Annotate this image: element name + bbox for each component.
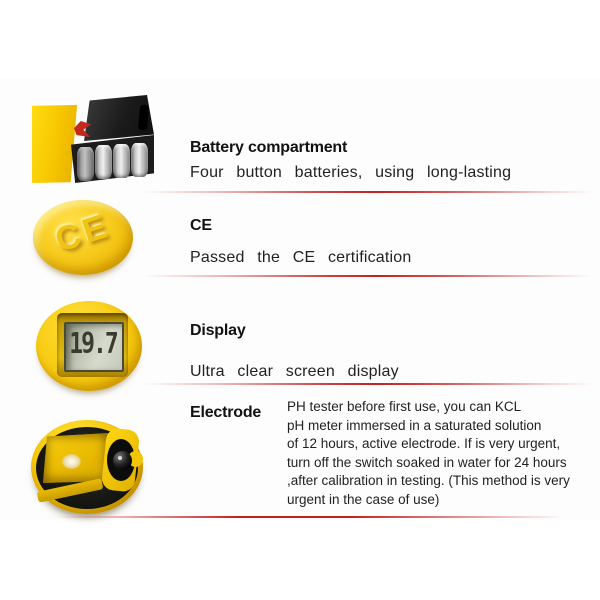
electrode-description-line: pH meter immersed in a saturated solution	[287, 417, 542, 433]
electrode-bulb	[113, 451, 132, 470]
electrode-description-line: urgent in the case of use)	[287, 491, 440, 507]
electrode-description-line: PH tester before first use, you can KCL	[287, 399, 522, 414]
display-section-subtitle: Ultra clear screen display	[190, 363, 399, 380]
ce-badge-photo	[33, 200, 133, 275]
lcd-reading: 19.7	[69, 328, 117, 361]
battery-compartment-photo	[30, 92, 160, 188]
electrode-description-line: ,after calibration in testing. (This method is very	[287, 473, 570, 489]
device-body-shape	[32, 105, 78, 183]
electrode-description	[287, 398, 592, 510]
button-battery	[77, 147, 94, 181]
electrode-description-line: turn off the switch soaked in water for 24 hours	[287, 454, 567, 470]
ce-embossed-letters: CE	[50, 206, 115, 260]
electrode-description-line: of 12 hours, active electrode. If is very urgent,	[287, 436, 561, 452]
section-divider	[143, 275, 593, 277]
display-section-title: Display	[190, 322, 246, 339]
battery-section-subtitle: Four button batteries, using long-lasting	[190, 164, 512, 181]
section-divider	[143, 383, 593, 385]
button-battery	[95, 145, 112, 179]
battery-section-title: Battery compartment	[190, 139, 348, 156]
section-divider	[143, 191, 593, 193]
button-battery	[131, 143, 148, 177]
ce-section-subtitle: Passed the CE certification	[190, 249, 412, 266]
electrode-section-title: Electrode	[190, 404, 262, 421]
button-battery	[113, 144, 130, 178]
section-divider	[55, 516, 563, 518]
display-photo	[36, 301, 142, 391]
electrode-photo	[31, 420, 143, 514]
kcl-crystal-deposit	[62, 454, 81, 469]
electrode-bulb-highlight	[118, 456, 122, 460]
ce-section-title: CE	[190, 217, 212, 234]
